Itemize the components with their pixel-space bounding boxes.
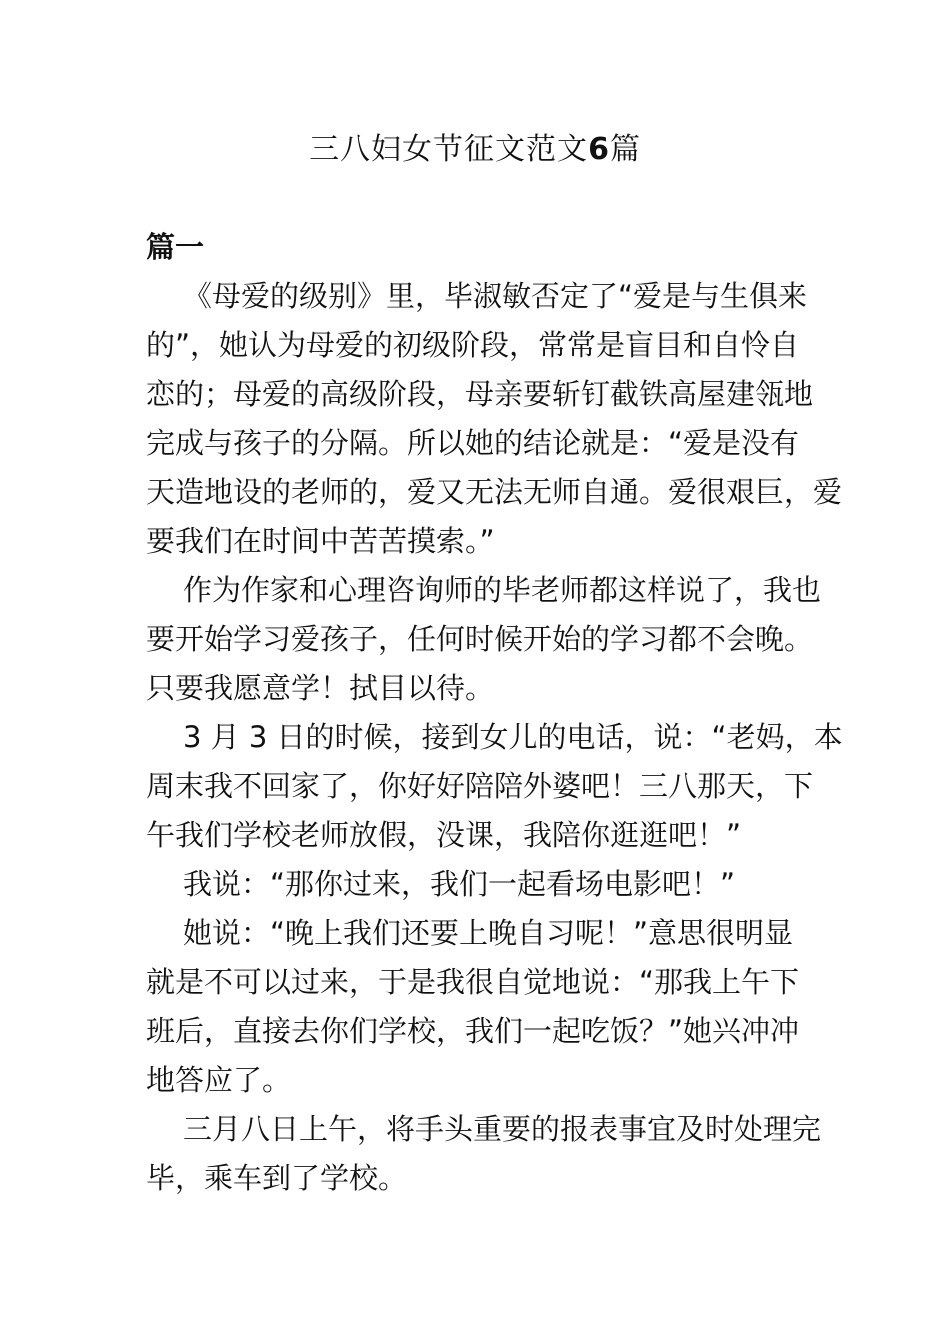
paragraph-line: 三月八日上午，将手头重要的报表事宜及时处理完: [183, 1112, 822, 1146]
paragraph-line: 作为作家和心理咨询师的毕老师都这样说了，我也: [183, 573, 822, 607]
paragraph-line: 周末我不回家了，你好好陪陪外婆吧！三八那天，下: [146, 769, 814, 803]
paragraph-line: 完成与孩子的分隔。所以她的结论就是：“爱是没有: [146, 426, 800, 460]
document-body: [146, 222, 843, 1203]
title-number: 6: [588, 132, 610, 167]
paragraph-line: 要我们在时间中苦苦摸索。”: [146, 524, 495, 558]
paragraph-line: 我说：“那你过来，我们一起看场电影吧！”: [183, 867, 736, 901]
paragraph-line: 她说：“晚上我们还要上晚自习呢！”意思很明显: [183, 916, 794, 950]
paragraph-line: 要开始学习爱孩子，任何时候开始的学习都不会晚。: [146, 622, 814, 656]
paragraph-line: 毕，乘车到了学校。: [146, 1161, 408, 1195]
section-heading: 篇一: [146, 230, 205, 264]
paragraph-1: [146, 272, 843, 566]
paragraph-2: [146, 566, 822, 713]
paragraph-3: [146, 713, 843, 860]
title-suffix: 篇: [609, 132, 641, 167]
paragraph-line: 《母爱的级别》里，毕淑敏否定了“爱是与生俱来: [183, 279, 808, 313]
paragraph-line: 地答应了。: [146, 1063, 292, 1097]
paragraph-line: 班后，直接去你们学校，我们一起吃饭？”她兴冲冲: [146, 1014, 800, 1048]
paragraph-line: 的”，她认为母爱的初级阶段，常常是盲目和自怜自: [146, 328, 800, 362]
paragraph-line: 3 月 3 日的时候，接到女儿的电话，说：“老妈，本: [183, 720, 843, 754]
paragraph-6: [146, 1105, 822, 1203]
paragraph-4: [146, 860, 810, 909]
title-text: 三八妇女节征文范文: [309, 132, 589, 167]
paragraph-line: 午我们学校老师放假，没课，我陪你逛逛吧！”: [146, 818, 742, 852]
paragraph-line: 天造地设的老师的，爱又无法无师自通。爱很艰巨，爱: [146, 475, 843, 509]
paragraph-line: 只要我愿意学！拭目以待。: [146, 671, 495, 705]
paragraph-line: 就是不可以过来，于是我很自觉地说：“那我上午下: [146, 965, 800, 999]
paragraph-5: [146, 909, 810, 1105]
paragraph-line: 恋的；母爱的高级阶段，母亲要斩钉截铁高屋建瓴地: [146, 377, 814, 411]
document-title: [0, 128, 950, 172]
